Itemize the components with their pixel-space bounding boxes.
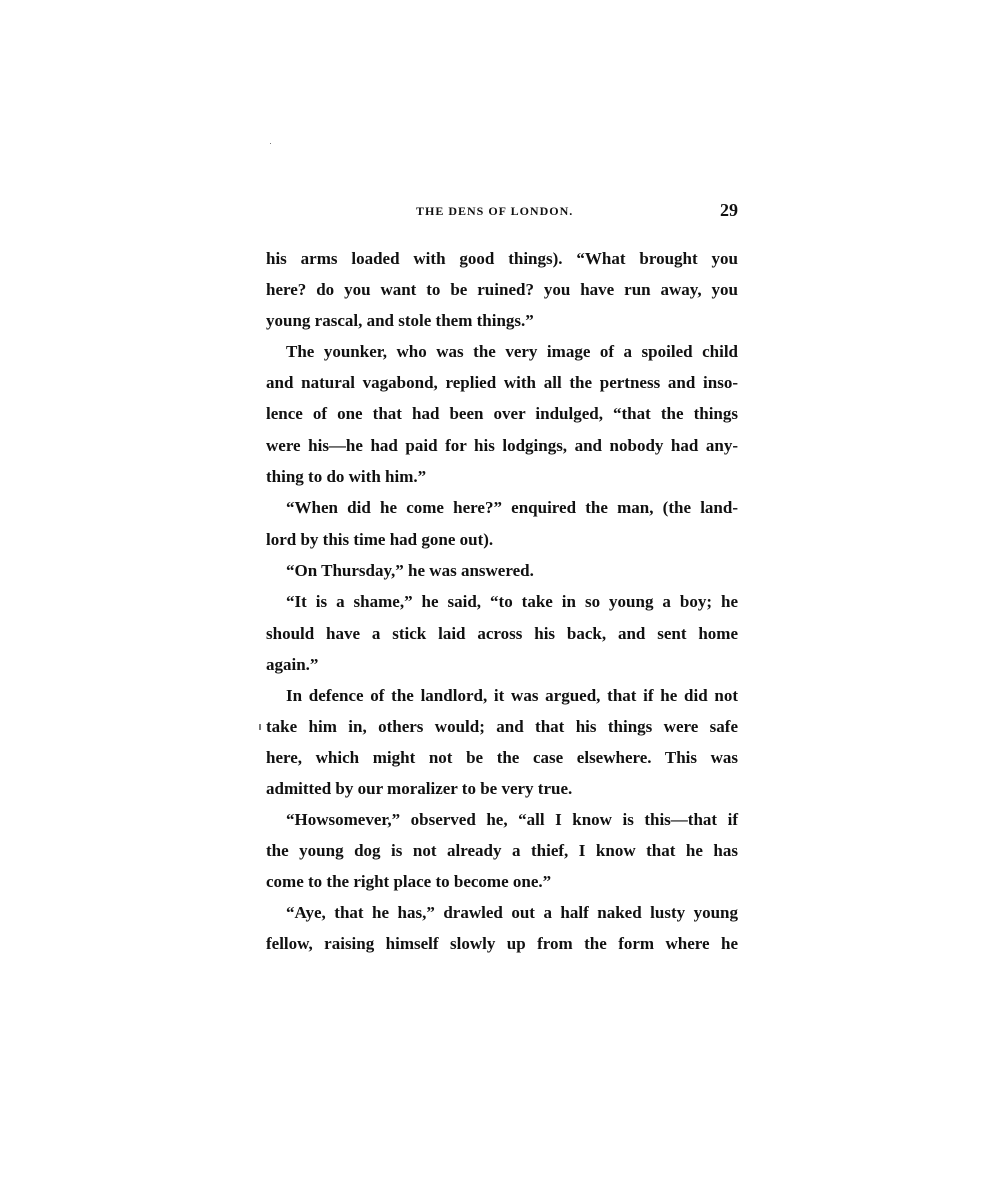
running-title: THE DENS OF LONDON. xyxy=(416,204,574,218)
text-line: should have a stick laid across his back, and sent home xyxy=(266,624,738,643)
text-line: were his—he had paid for his lodgings, and nobody had any- xyxy=(266,436,738,455)
text-line: “On Thursday,” he was answered. xyxy=(286,561,534,580)
scan-speck xyxy=(270,143,271,144)
text-line: “Aye, that he has,” drawled out a half naked lusty young xyxy=(286,903,738,922)
text-line: here, which might not be the case elsewhere. This was xyxy=(266,748,738,767)
text-line: his arms loaded with good things). “What brought you xyxy=(266,249,738,268)
text-line: “It is a shame,” he said, “to take in so young a boy; he xyxy=(286,592,738,611)
text-line: “Howsomever,” observed he, “all I know is this—that if xyxy=(286,810,738,829)
scan-speck xyxy=(259,724,261,730)
text-line: thing to do with him.” xyxy=(266,467,427,486)
text-line: fellow, raising himself slowly up from the form where he xyxy=(266,934,738,953)
text-line: lord by this time had gone out). xyxy=(266,530,494,549)
text-line: here? do you want to be ruined? you have run away, you xyxy=(266,280,738,299)
page-number: 29 xyxy=(720,200,738,220)
text-line: The younker, who was the very image of a spoiled child xyxy=(286,342,738,361)
text-line: take him in, others would; and that his things were safe xyxy=(266,717,738,736)
text-line: and natural vagabond, replied with all the pertness and inso- xyxy=(266,373,738,392)
text-line: young rascal, and stole them things.” xyxy=(266,311,534,330)
text-line: In defence of the landlord, it was argued, that if he did not xyxy=(286,686,738,705)
text-line: come to the right place to become one.” xyxy=(266,872,552,891)
text-line: the young dog is not already a thief, I know that he has xyxy=(266,841,738,860)
text-line: lence of one that had been over indulged, “that the things xyxy=(266,404,738,423)
text-line: again.” xyxy=(266,655,319,674)
page-header xyxy=(266,200,738,224)
text-line: “When did he come here?” enquired the man, (the land- xyxy=(286,498,738,517)
text-line: admitted by our moralizer to be very true. xyxy=(266,779,573,798)
